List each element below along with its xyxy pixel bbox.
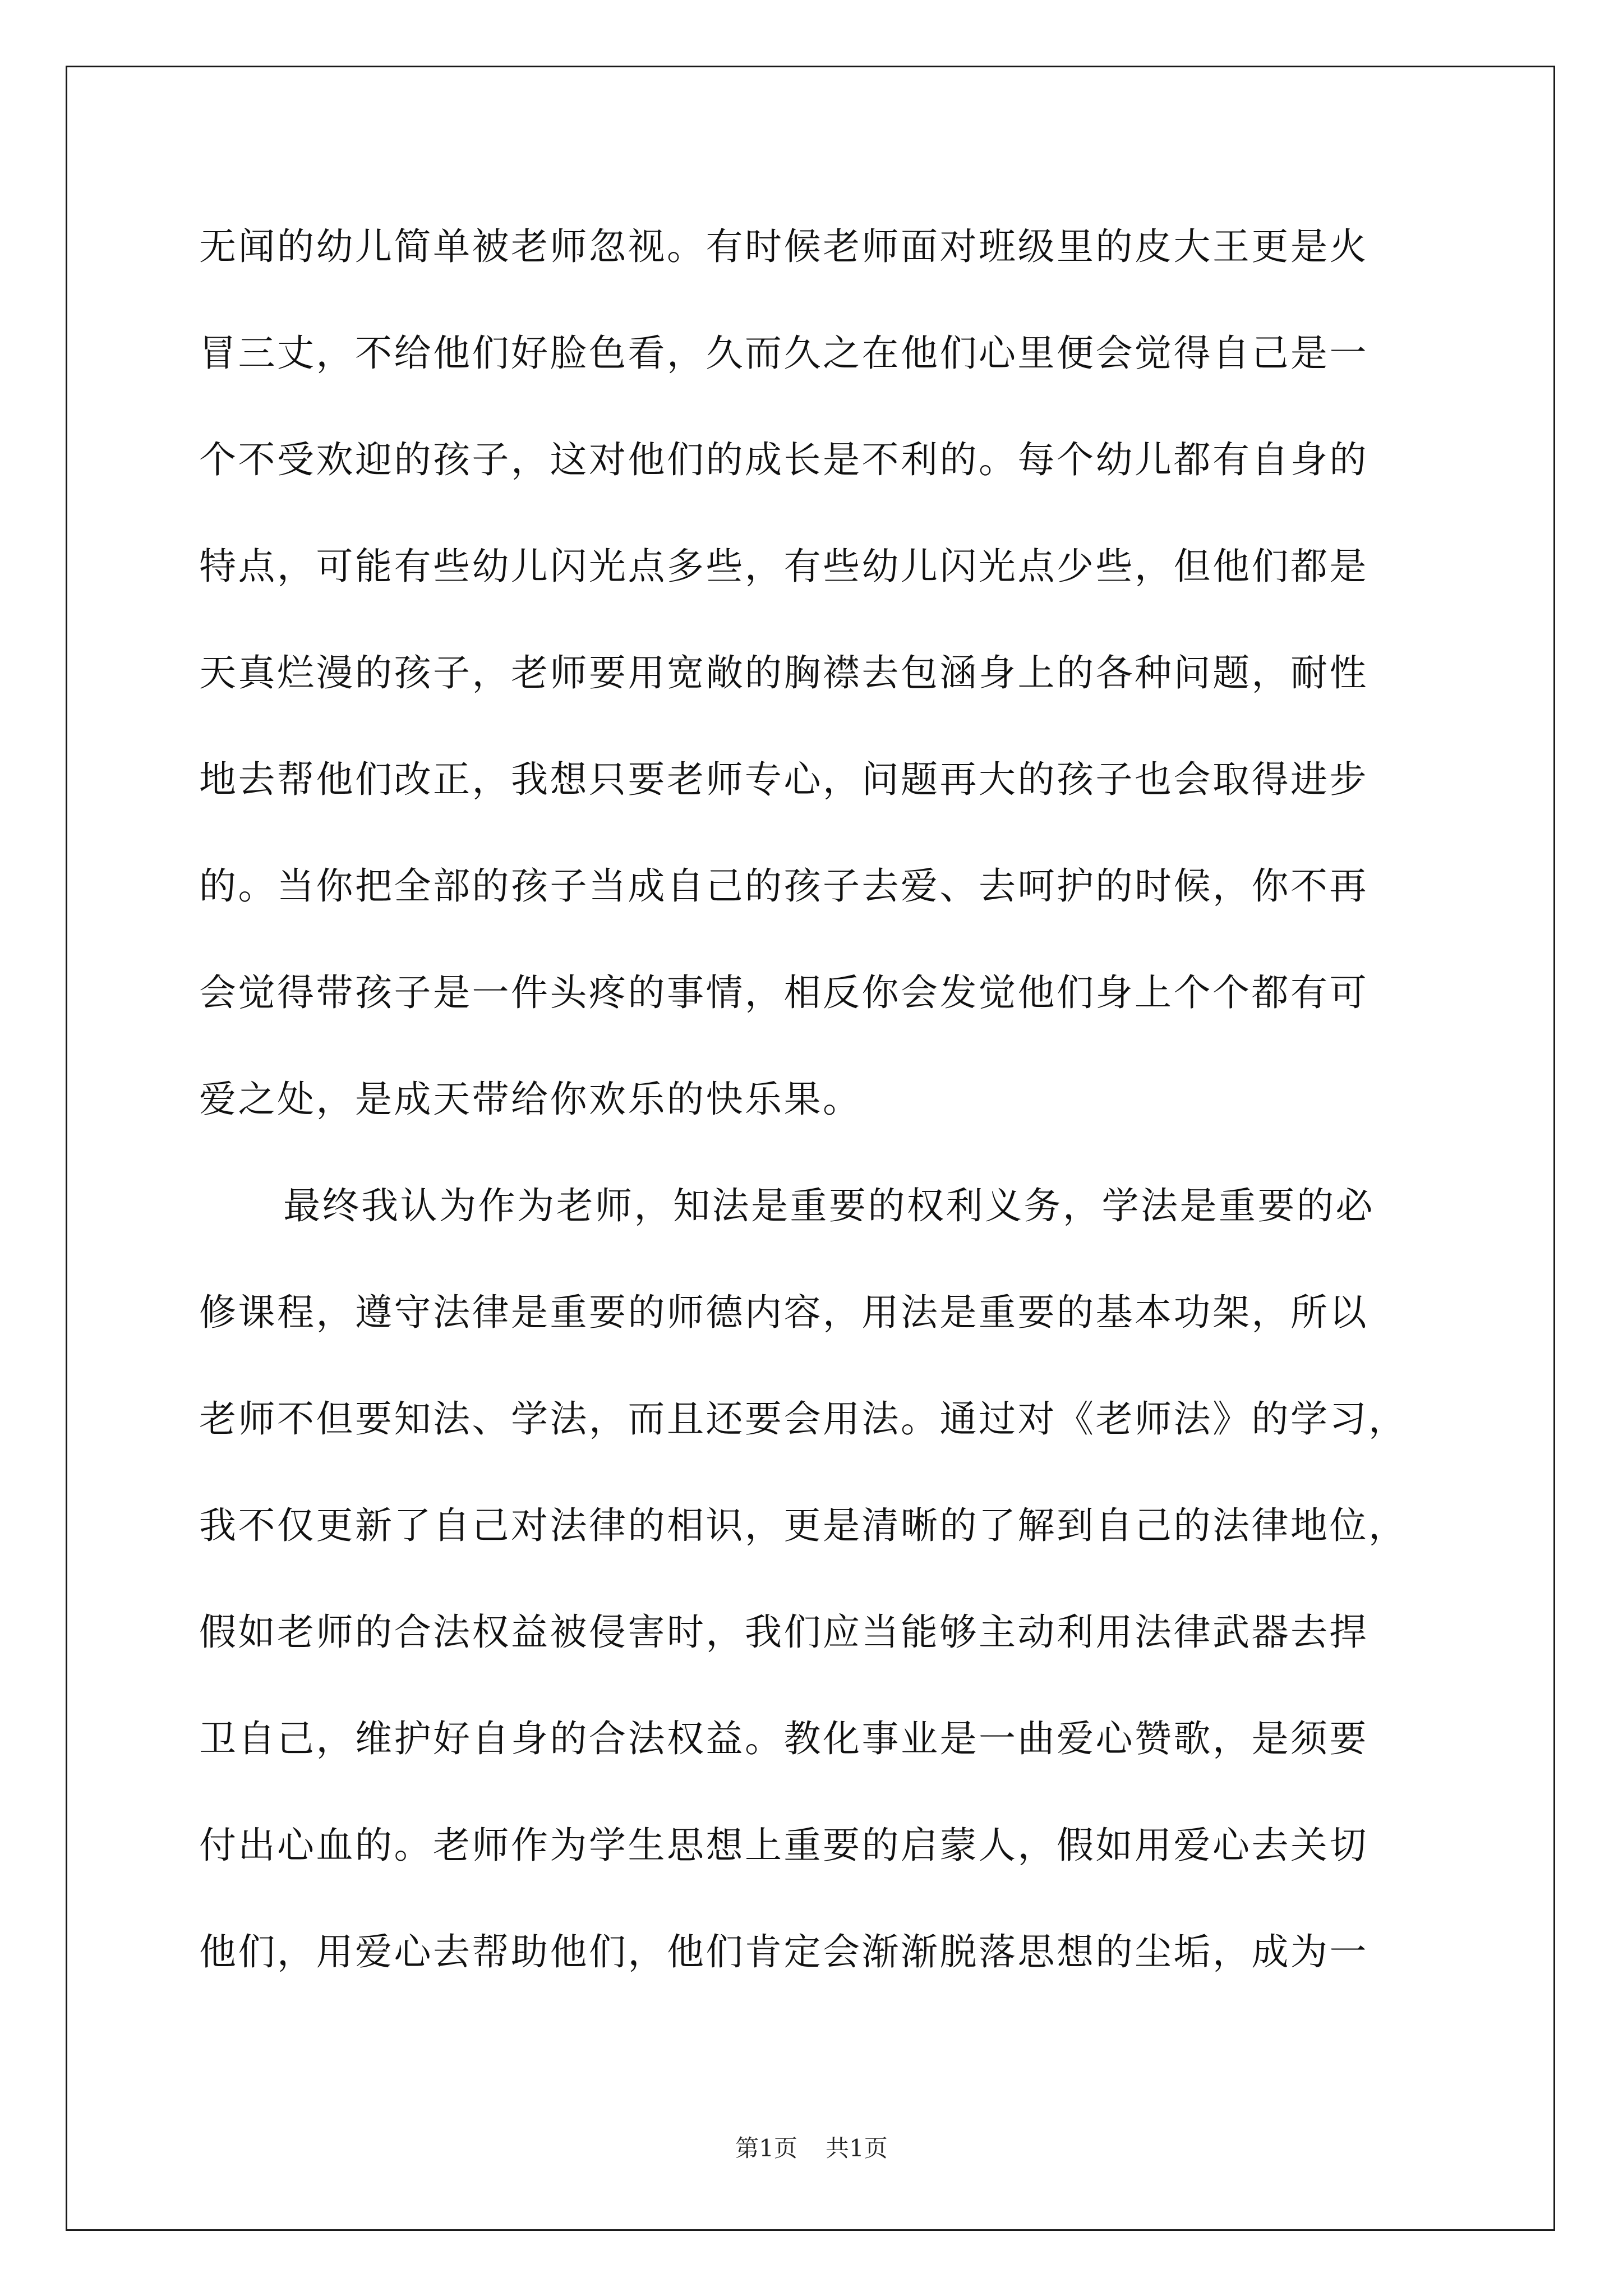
text-line: 无闻的幼儿简单被老师忽视。有时候老师面对班级里的皮大王更是火 xyxy=(199,225,1368,268)
page-number: 第1页 xyxy=(735,2134,797,2162)
text-line: 会觉得带孩子是一件头疼的事情，相反你会发觉他们身上个个都有可 xyxy=(199,971,1368,1014)
page-footer xyxy=(0,2132,1623,2165)
text-line: 卫自己，维护好自身的合法权益。教化事业是一曲爱心赞歌，是须要 xyxy=(199,1717,1368,1760)
text-line: 修课程，遵守法律是重要的师德内容，用法是重要的基本功架，所以 xyxy=(199,1291,1368,1334)
text-line: 爱之处，是成天带给你欢乐的快乐果。 xyxy=(199,1078,862,1121)
text-line: 个不受欢迎的孩子，这对他们的成长是不利的。每个幼儿都有自身的 xyxy=(199,438,1368,481)
body-text xyxy=(199,194,1433,2005)
text-line: 特点，可能有些幼儿闪光点多些，有些幼儿闪光点少些，但他们都是 xyxy=(199,545,1368,588)
paragraph-start-line: 最终我认为作为老师，知法是重要的权利义务，学法是重要的必 xyxy=(283,1184,1375,1227)
text-line: 老师不但要知法、学法，而且还要会用法。通过对《老师法》的学习， xyxy=(199,1397,1408,1441)
text-line: 他们，用爱心去帮助他们，他们肯定会渐渐脱落思想的尘垢，成为一 xyxy=(199,1930,1368,1973)
text-line: 天真烂漫的孩子，老师要用宽敞的胸襟去包涵身上的各种问题，耐性 xyxy=(199,651,1368,694)
text-line: 的。当你把全部的孩子当成自己的孩子去爱、去呵护的时候，你不再 xyxy=(199,864,1368,908)
page-total: 共1页 xyxy=(826,2134,888,2162)
text-line: 冒三丈，不给他们好脸色看，久而久之在他们心里便会觉得自己是一 xyxy=(199,332,1368,375)
text-line: 付出心血的。老师作为学生思想上重要的启蒙人，假如用爱心去关切 xyxy=(199,1824,1368,1867)
text-line: 我不仅更新了自己对法律的相识，更是清晰的了解到自己的法律地位， xyxy=(199,1504,1408,1547)
text-line: 地去帮他们改正，我想只要老师专心，问题再大的孩子也会取得进步 xyxy=(199,758,1368,801)
text-line: 假如老师的合法权益被侵害时，我们应当能够主动利用法律武器去捍 xyxy=(199,1611,1368,1654)
